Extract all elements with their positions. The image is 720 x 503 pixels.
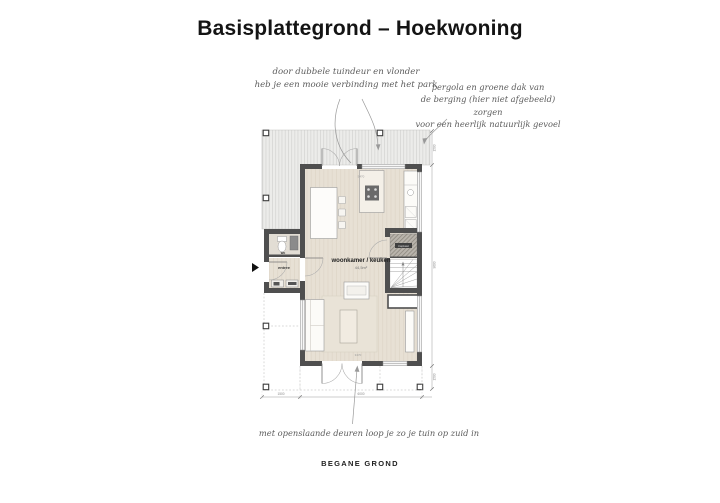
dim-right-middle: 9600 — [432, 261, 437, 269]
tv-cabinet — [344, 282, 369, 299]
kitchen-counter — [404, 171, 418, 233]
floor-plan-drawing — [245, 55, 450, 435]
page-title: Basisplattegrond – Hoekwoning — [197, 17, 523, 40]
staircase — [388, 234, 420, 308]
wc-label: wc — [280, 251, 286, 255]
coffee-table — [340, 310, 357, 343]
living-room-label: woonkamer / keuken — [331, 258, 391, 264]
dim-bottom-right: 6000 — [357, 392, 365, 396]
entrance-arrow — [252, 263, 259, 272]
floor-level-label: BEGANE GROND — [321, 459, 399, 468]
sideboard — [406, 311, 415, 352]
stair-closet-label: trapkast — [398, 243, 409, 248]
dim-right-top: 1500 — [432, 144, 437, 152]
interior-dim-bottom: 3470 — [354, 353, 362, 357]
sofa — [306, 300, 325, 352]
annotation-pergola-line3: voor een heerlijk natuurlijk gevoel — [415, 119, 561, 130]
interior-dim-top: 5470 — [357, 174, 365, 179]
dim-right-bottom: 1500 — [432, 373, 437, 381]
annotation-pergola-line1: pergola en groene dak van — [431, 82, 545, 92]
annotation-pergola-line2: de berging (hier niet afgebeeld) zorgen — [420, 94, 556, 117]
annotation-tuindeuren-zuid: met openslaande deuren loop je zo je tuin op zuid in — [258, 428, 480, 438]
living-room-area: 44,5m² — [354, 265, 368, 270]
annotation-tuindeur-line1: door dubbele tuindeur en vlonder — [272, 67, 420, 77]
annotation-tuindeur-line2: heb je een mooie verbinding met het park — [254, 79, 438, 90]
dim-bottom-left: 1500 — [277, 392, 285, 396]
entry-label: entree — [277, 265, 291, 270]
